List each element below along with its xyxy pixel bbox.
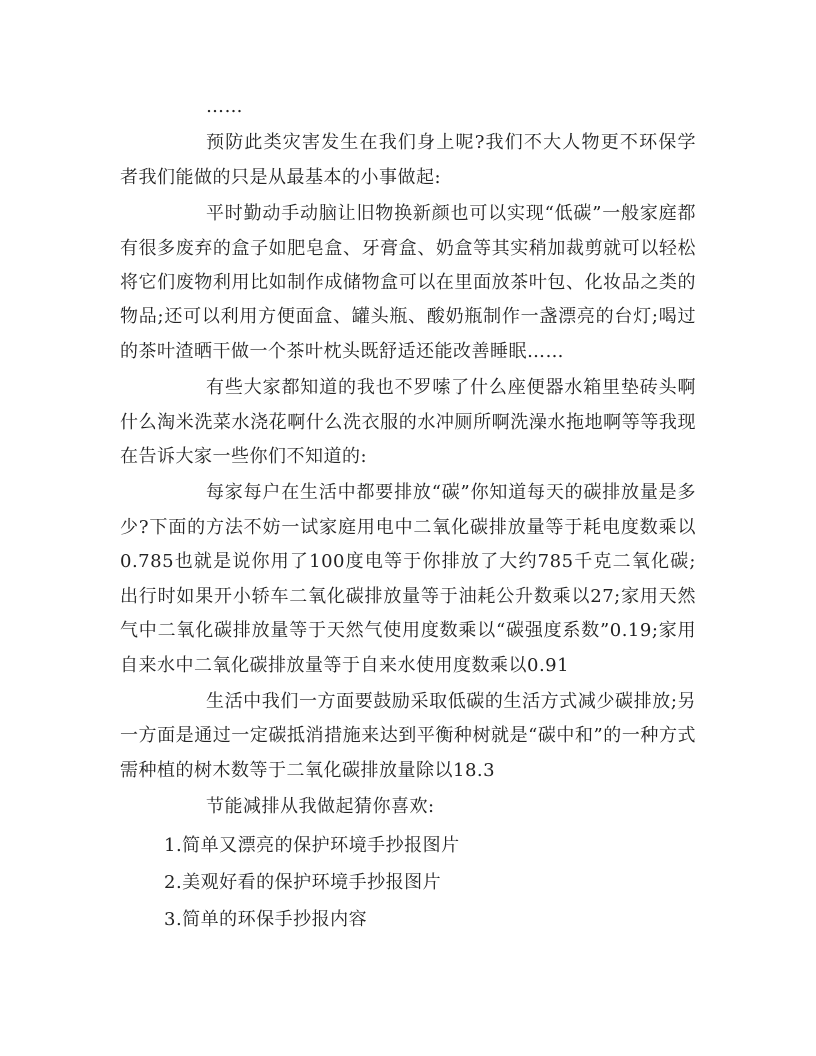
paragraph-prevention: 预防此类灾害发生在我们身上呢?我们不大人物更不环保学者我们能做的只是从最基本的小事做起: xyxy=(120,132,696,188)
paragraph-carbon-calculation: 每家每户在生活中都要排放“碳”你知道每天的碳排放量是多少?下面的方法不妨一试家庭用电中二氧化碳排放量等于耗电度数乘以0.785也就是说你用了100度电等于你排放了大约785千克二氧化碳;出行时如果开小轿车二氧化碳排放量等于油耗公升数乘以27;家用天然气中二氧化碳排放量等于天然气使用度数乘以“碳强度系数”0.19;家用自来水中二氧化碳排放量等于自来水使用度数乘以0.91 xyxy=(120,482,696,676)
document-body xyxy=(120,90,696,938)
ellipsis-paragraph: …… xyxy=(206,96,243,117)
list-item: 2.美观好看的保护环境手抄报图片 xyxy=(164,871,442,893)
list-item: 1.简单又漂亮的保护环境手抄报图片 xyxy=(164,834,460,856)
paragraph-reuse: 平时勤动手动脑让旧物换新颜也可以实现“低碳”一般家庭都有很多废弃的盒子如肥皂盒、牙膏盒、奶盒等其实稍加裁剪就可以轻松将它们废物利用比如制作成储物盒可以在里面放茶叶包、化妆品之类的物品;还可以利用方便面盒、罐头瓶、酸奶瓶制作一盏漂亮的台灯;喝过的茶叶渣晒干做一个茶叶枕头既舒适还能改善睡眠…… xyxy=(120,203,696,362)
paragraph-carbon-neutral: 生活中我们一方面要鼓励采取低碳的生活方式减少碳排放;另一方面是通过一定碳抵消措施来达到平衡种树就是“碳中和”的一种方式需种植的树木数等于二氧化碳排放量除以18.3 xyxy=(120,690,696,781)
paragraph-known-tips: 有些大家都知道的我也不罗嗦了什么座便器水箱里垫砖头啊什么淘米洗菜水浇花啊什么洗衣服的水冲厕所啊洗澡水拖地啊等等我现在告诉大家一些你们不知道的: xyxy=(120,377,696,468)
list-item: 3.简单的环保手抄报内容 xyxy=(164,908,368,930)
paragraph-recommendations-heading: 节能减排从我做起猜你喜欢: xyxy=(206,796,435,818)
